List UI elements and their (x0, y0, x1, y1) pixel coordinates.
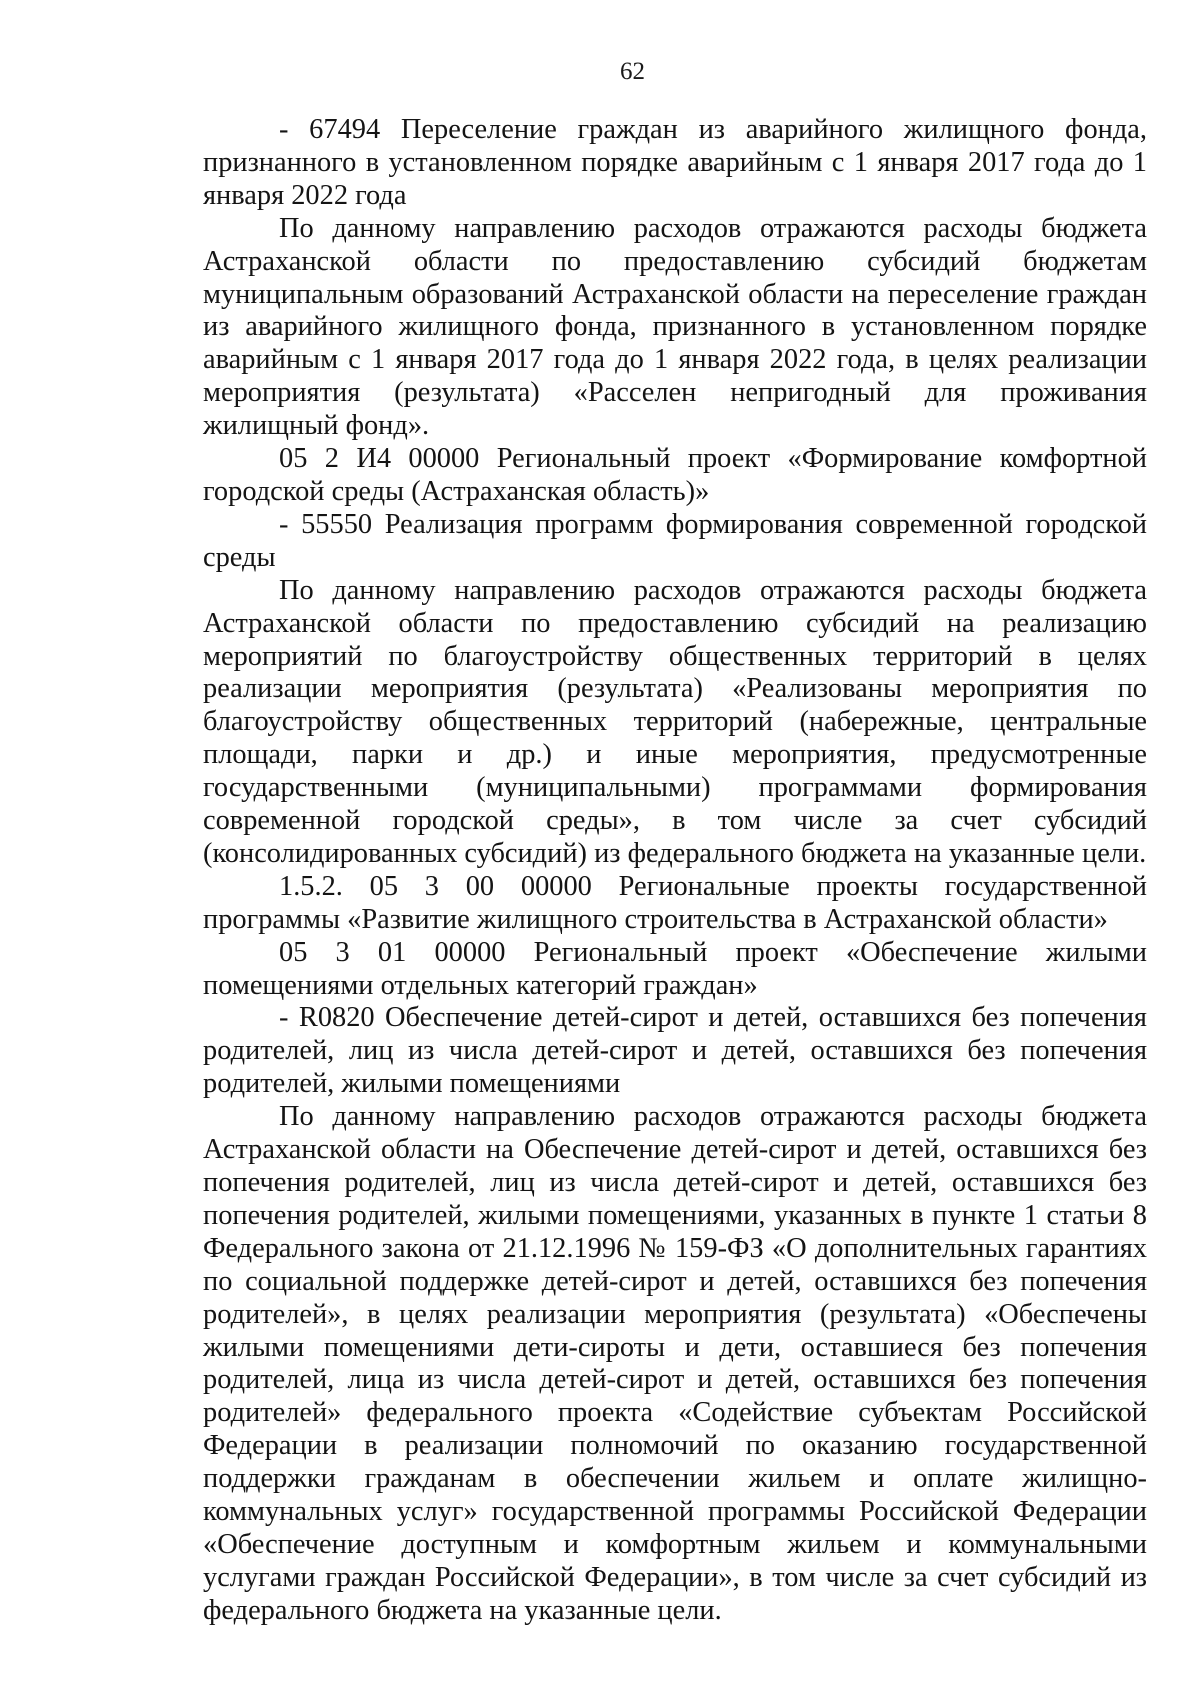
page-number: 62 (620, 58, 645, 85)
code-55550-description: По данному направлению расходов отражаются расходы бюджета Астраханской области по предоставлению субсидий на реализацию мероприятий по благоустройству общественных территорий в целях реализации мероприятия (результата) «Реализованы мероприятия по благоустройству общественных территорий (набережные, центральные площади, парки и др.) и иные мероприятия, предусмотренные государственными (муниципальными) программами формирования современной городской среды», в том числе за счет субсидий (консолидированных субсидий) из федерального бюджета на указанные цели. (203, 574, 1147, 869)
document-body (203, 114, 1147, 1628)
code-r0820-description: По данному направлению расходов отражаются расходы бюджета Астраханской области на Обеспечение детей-сирот и детей, оставшихся без попечения родителей, лиц из числа детей-сирот и детей, оставшихся без попечения родителей, жилыми помещениями, указанных в пункте 1 статьи 8 Федерального закона от 21.12.1996 № 159-ФЗ «О дополнительных гарантиях по социальной поддержке детей-сирот и детей, оставшихся без попечения родителей», в целях реализации мероприятия (результата) «Обеспечены жилыми помещениями дети-сироты и дети, оставшиеся без попечения родителей, лица из числа детей-сирот и детей, оставшихся без попечения родителей» федерального проекта «Содействие субъектам Российской Федерации в реализации полномочий по оказанию государственной поддержки гражданам в обеспечении жильем и оплате жилищно-коммунальных услуг» государственной программы Российской Федерации «Обеспечение доступным и комфортным жильем и коммунальными услугами граждан Российской Федерации», в том числе за счет субсидий из федерального бюджета на указанные цели. (203, 1101, 1147, 1626)
project-052i4-heading: 05 2 И4 00000 Региональный проект «Формирование комфортной городской среды (Астраханская область)» (203, 443, 1147, 507)
project-05301-heading: 05 3 01 00000 Региональный проект «Обеспечение жилыми помещениями отдельных категорий граждан» (203, 936, 1147, 1001)
code-67494-description: По данному направлению расходов отражаются расходы бюджета Астраханской области по предоставлению субсидий бюджетам муниципальным образований Астраханской области на переселение граждан из аварийного жилищного фонда, признанного в установленном порядке аварийным с 1 января 2017 года до 1 января 2022 года, в целях реализации мероприятия (результата) «Расселен непригодный для проживания жилищный фонд». (203, 212, 1147, 442)
code-55550-heading: - 55550 Реализация программ формирования современной городской среды (203, 508, 1147, 573)
code-67494-heading: - 67494 Переселение граждан из аварийного жилищного фонда, признанного в установленном порядке аварийным с 1 января 2017 года до 1 января 2022 года (203, 114, 1147, 211)
section-1-5-2-heading: 1.5.2. 05 3 00 00000 Региональные проекты государственной программы «Развитие жилищного строительства в Астраханской области» (203, 870, 1147, 935)
code-r0820-heading: - R0820 Обеспечение детей-сирот и детей, оставшихся без попечения родителей, лиц из числа детей-сирот и детей, оставшихся без попечения родителей, жилыми помещениями (203, 1002, 1147, 1100)
